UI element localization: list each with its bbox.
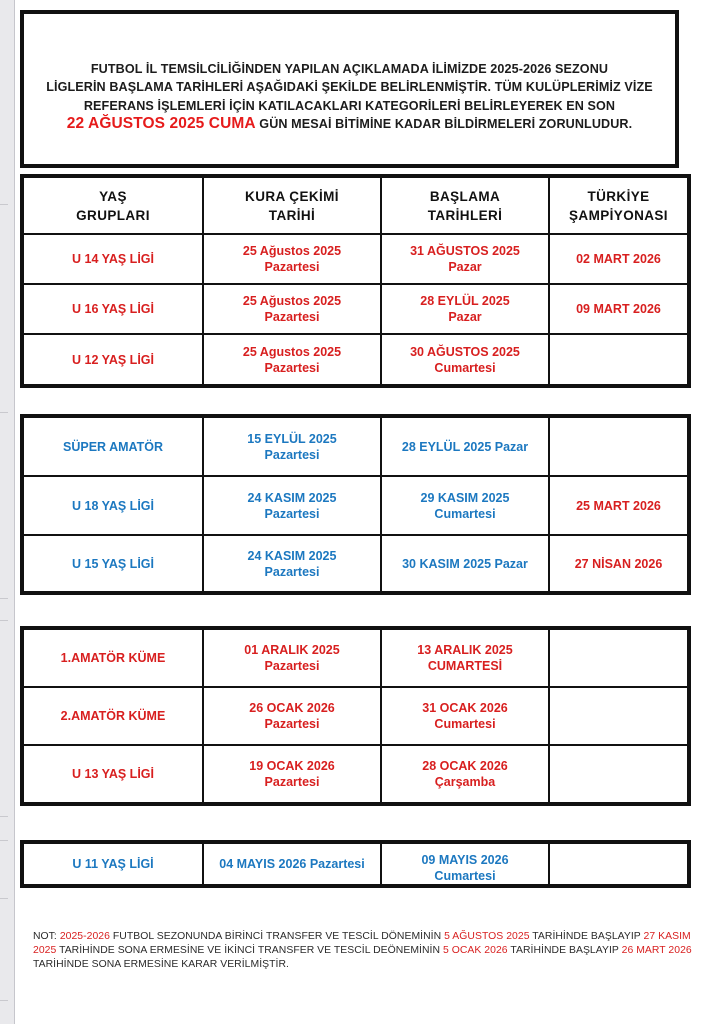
day-text: Cumartesi [434,869,496,883]
margin-tick [0,898,8,899]
start-date-cell [381,842,549,886]
draw-date-cell [203,284,381,334]
day-text: Pazartesi [264,310,320,324]
day-text: CUMARTESİ [427,659,503,673]
date-text: 24 KASIM 2025 [247,548,337,563]
note-text: FUTBOL SEZONUNDA BİRİNCİ TRANSFER VE TESCİL DÖNEMİNİN [109,931,445,942]
header-line: TARİHLERİ [427,207,503,223]
header-line: ŞAMPİYONASI [569,207,668,223]
day-text: Pazartesi [264,360,320,375]
championship-cell [549,842,689,886]
day-text: Cumartesi [434,360,496,375]
table-row [22,687,689,745]
note-highlight: 2025-2026 [59,931,110,942]
date-text: 28 EYLÜL 2025 [420,294,510,308]
championship-cell [549,628,689,687]
date-text: 29 KASIM 2025 [420,490,510,505]
date-text: 19 OCAK 2026 [249,759,335,773]
header-turkey-championship [549,176,689,234]
deadline-date: 22 AĞUSTOS 2025 CUMA [66,115,256,133]
day-text: Pazartesi [264,775,320,789]
transfer-note [33,930,713,972]
age-group-cell: U 11 YAŞ LİGİ [22,842,203,886]
schedule-table-youth [20,174,691,388]
note-highlight: 5 AĞUSTOS 2025 [444,931,530,942]
date-text: 25 Agustos 2025 [242,344,342,359]
header-line: TARİHİ [268,207,316,223]
championship-cell: 02 MART 2026 [549,234,689,284]
note-text: TARİHİNDE SONA ERMESİNE KARAR VERİLMİŞTİR. [33,959,289,970]
age-group-cell: U 16 YAŞ LİGİ [22,284,203,334]
note-text: TARİHİNDE BAŞLAYIP [529,931,644,942]
start-date-cell [381,234,549,284]
draw-date-cell [203,416,381,476]
announcement-text [24,60,675,134]
header-line: BAŞLAMA [429,188,501,204]
margin-tick [0,204,8,205]
draw-date-cell [203,234,381,284]
margin-tick [0,412,8,413]
margin-tick [0,620,8,621]
draw-date-cell [203,476,381,535]
age-group-cell: 1.AMATÖR KÜME [22,628,203,687]
day-text: Cumartesi [434,506,496,521]
date-text: 04 MAYIS 2026 Pazartesi [219,857,365,871]
date-text: 30 AĞUSTOS 2025 [410,344,520,359]
table-row [22,476,689,535]
draw-date-cell [203,628,381,687]
championship-cell: 25 MART 2026 [549,476,689,535]
margin-tick [0,598,8,599]
schedule-table-u11 [20,840,691,888]
start-date-cell [381,416,549,476]
header-draw-date [203,176,381,234]
age-group-cell: 2.AMATÖR KÜME [22,687,203,745]
championship-cell [549,745,689,804]
header-row [22,176,689,234]
championship-cell [549,334,689,386]
age-group-cell: U 13 YAŞ LİGİ [22,745,203,804]
date-text: 24 KASIM 2025 [247,490,337,505]
note-highlight: 5 OCAK 2026 [442,945,508,956]
day-text: Pazartesi [264,447,320,462]
day-text: Pazartesi [264,260,320,274]
announcement-box [20,10,679,168]
draw-date-cell [203,334,381,386]
championship-cell: 27 NİSAN 2026 [549,535,689,593]
start-date-cell [381,745,549,804]
table-row [22,535,689,593]
table-row [22,842,689,886]
date-text: 01 ARALIK 2025 [244,643,340,657]
schedule-table-league [20,626,691,806]
header-line: YAŞ [99,188,127,204]
age-group-cell: U 15 YAŞ LİGİ [22,535,203,593]
start-date-cell [381,476,549,535]
header-line: TÜRKİYE [587,188,650,204]
header-line: KURA ÇEKİMİ [245,188,339,204]
draw-date-cell [203,687,381,745]
announcement-line: LİGLERİN BAŞLAMA TARİHLERİ AŞAĞIDAKİ ŞEKİLDE BELİRLENMİŞTİR. TÜM KULÜPLERİMİZ VİZE [46,80,653,95]
date-text: 28 OCAK 2026 [422,759,508,773]
day-text: Pazar [448,310,482,324]
left-margin-strip [0,0,14,1024]
table-row [22,284,689,334]
header-start-dates [381,176,549,234]
draw-date-cell [203,842,381,886]
day-text: Pazartesi [264,659,320,673]
date-text: 26 OCAK 2026 [249,701,335,715]
day-text: Pazartesi [264,717,320,731]
schedule-table-amateur [20,414,691,595]
date-text: 25 Ağustos 2025 [242,244,342,258]
margin-tick [0,816,8,817]
header-line: GRUPLARI [76,207,150,223]
start-date-cell [381,535,549,593]
day-text: Cumartesi [434,717,496,731]
day-text: Pazartesi [264,506,320,521]
day-text: Çarşamba [434,775,496,789]
date-text: 30 KASIM 2025 Pazar [402,556,528,571]
date-text: 13 ARALIK 2025 [417,643,513,657]
championship-cell: 09 MART 2026 [549,284,689,334]
age-group-cell: U 18 YAŞ LİGİ [22,476,203,535]
start-date-cell [381,284,549,334]
note-text: TARİHİNDE SONA ERMESİNE VE İKİNCİ TRANSFER VE TESCİL DEÖNEMİNİN [56,945,443,956]
announcement-line [24,115,675,133]
date-text: 28 EYLÜL 2025 Pazar [401,439,529,454]
header-age-groups [22,176,203,234]
draw-date-cell [203,745,381,804]
day-text: Pazar [448,260,482,274]
start-date-cell [381,334,549,386]
championship-cell [549,416,689,476]
announcement-line: FUTBOL İL TEMSİLCİLİĞİNDEN YAPILAN AÇIKLAMADA İLİMİZDE 2025-2026 SEZONU [90,62,609,76]
table-row [22,334,689,386]
date-text: 09 MAYIS 2026 [421,853,509,867]
note-highlight: 27 KASIM 2025 [33,931,691,956]
announcement-line: REFERANS İŞLEMLERİ İÇİN KATILACAKLARI KATEGORİLERİ BELİRLEYEREK EN SON [83,98,616,113]
start-date-cell [381,628,549,687]
note-text: NOT: [33,931,60,942]
date-text: 15 EYLÜL 2025 [247,431,337,446]
announcement-line-rest: GÜN MESAİ BİTİMİNE KADAR BİLDİRMELERİ ZORUNLUDUR. [255,117,633,132]
start-date-cell [381,687,549,745]
age-group-cell: SÜPER AMATÖR [22,416,203,476]
age-group-cell: U 12 YAŞ LİGİ [22,334,203,386]
date-text: 25 Ağustos 2025 [242,294,342,308]
note-text: TARİHİNDE BAŞLAYIP [507,945,622,956]
date-text: 31 AĞUSTOS 2025 [410,244,520,258]
table-row [22,416,689,476]
championship-cell [549,687,689,745]
age-group-cell: U 14 YAŞ LİGİ [22,234,203,284]
table-row [22,745,689,804]
margin-tick [0,1000,8,1001]
left-margin-line [14,0,15,1024]
day-text: Pazartesi [264,564,320,579]
note-highlight: 26 MART 2026 [621,945,692,956]
margin-tick [0,840,8,841]
table-row [22,234,689,284]
draw-date-cell [203,535,381,593]
table-row [22,628,689,687]
date-text: 31 OCAK 2026 [422,701,508,715]
